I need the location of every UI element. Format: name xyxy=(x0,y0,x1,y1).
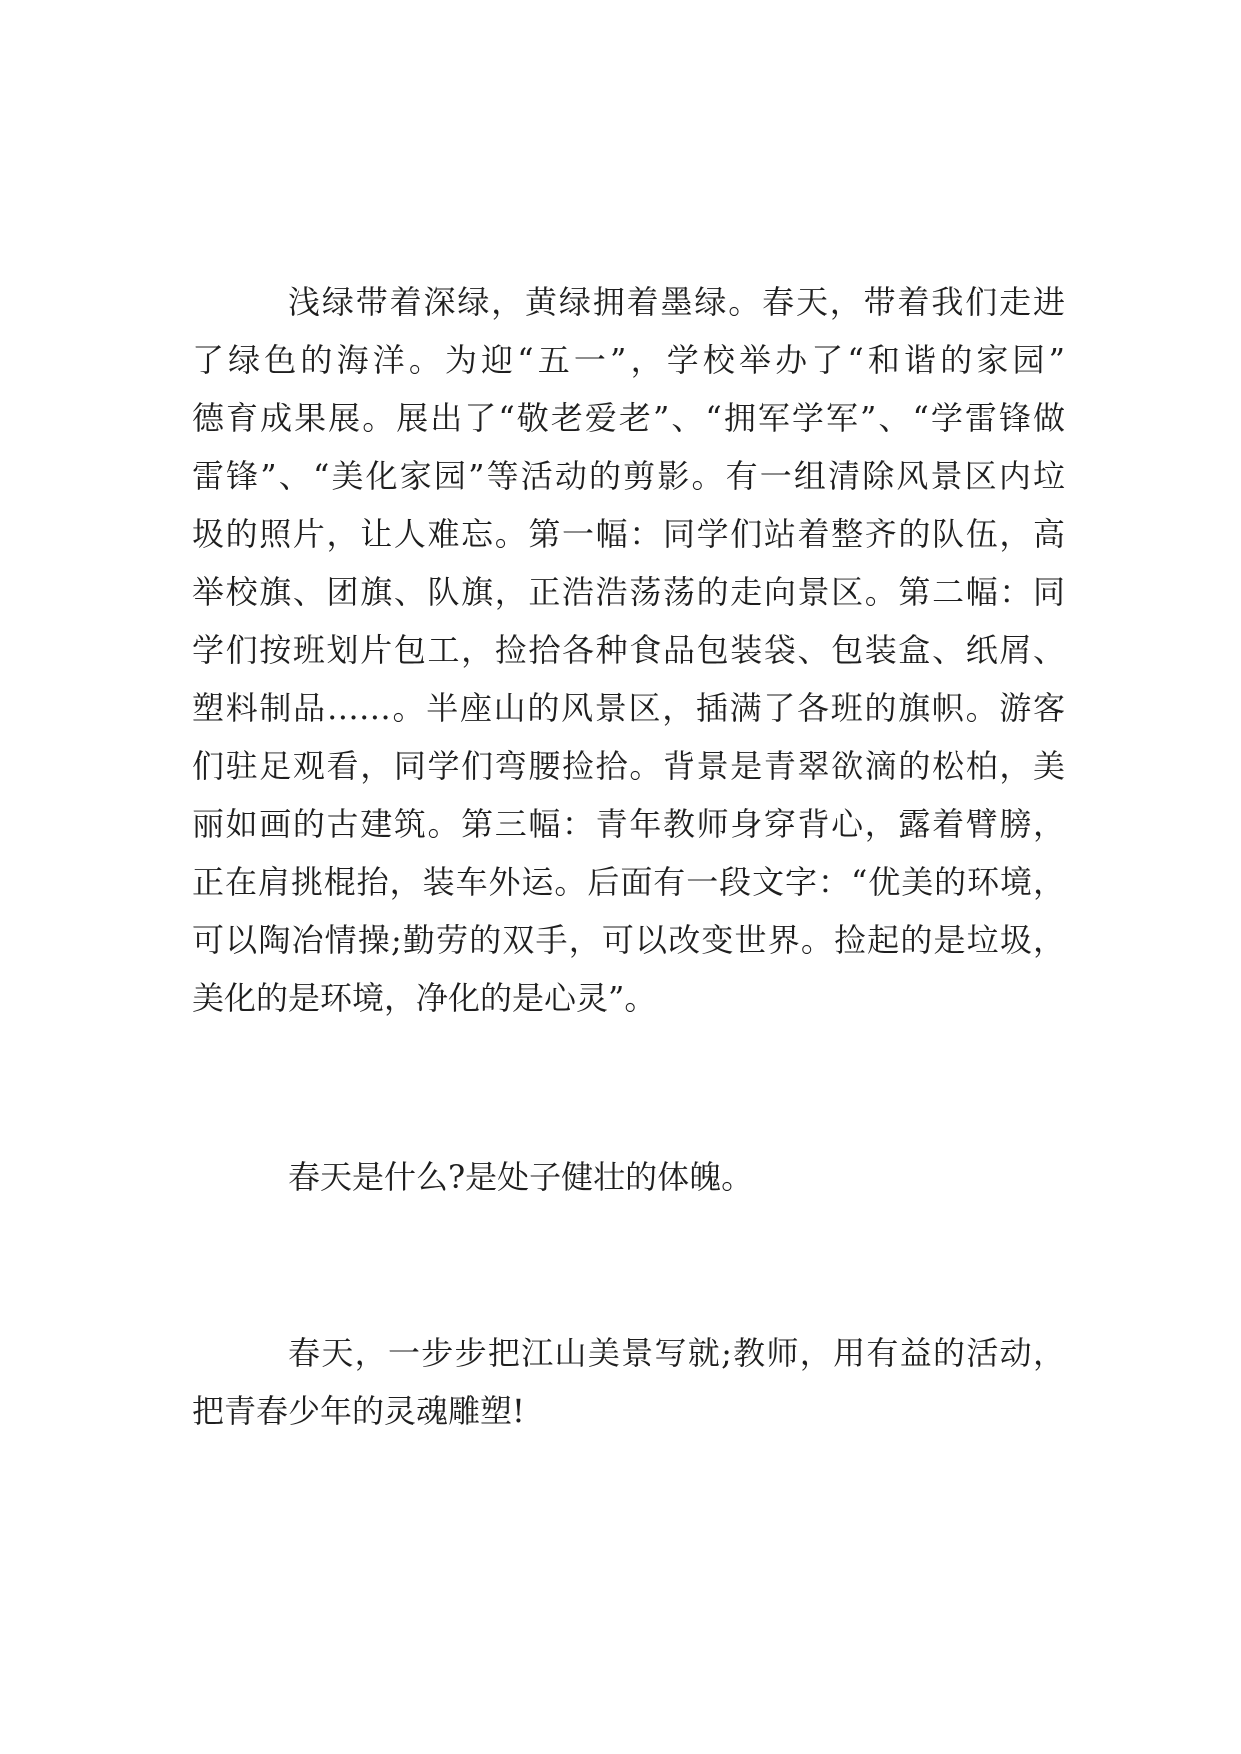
text-line: 正在肩挑棍抬，装车外运。后面有一段文字：“优美的环境， xyxy=(192,863,1065,901)
text-line: 学们按班划片包工，捡拾各种食品包装袋、包装盒、纸屑、 xyxy=(192,631,1065,669)
paragraph-exhibition xyxy=(192,273,1065,1027)
text-line: 塑料制品……。半座山的风景区，插满了各班的旗帜。游客 xyxy=(192,689,1065,727)
text-line: 了绿色的海洋。为迎“五一”，学校举办了“和谐的家园” xyxy=(192,341,1065,379)
text-line: 把青春少年的灵魂雕塑! xyxy=(192,1392,525,1430)
text-line: 雷锋”、“美化家园”等活动的剪影。有一组清除风景区内垃 xyxy=(192,457,1065,495)
paragraph-spring-question xyxy=(192,1148,1065,1206)
text-line: 德育成果展。展出了“敬老爱老”、“拥军学军”、“学雷锋做 xyxy=(192,399,1065,437)
paragraph-closing xyxy=(192,1324,1065,1440)
text-line: 春天是什么?是处子健壮的体魄。 xyxy=(288,1158,754,1196)
text-line: 美化的是环境，净化的是心灵”。 xyxy=(192,979,657,1017)
text-line: 圾的照片，让人难忘。第一幅：同学们站着整齐的队伍，高 xyxy=(192,515,1065,553)
text-line: 浅绿带着深绿，黄绿拥着墨绿。春天，带着我们走进 xyxy=(288,283,1065,321)
text-line: 春天，一步步把江山美景写就;教师，用有益的活动， xyxy=(288,1334,1065,1372)
text-line: 们驻足观看，同学们弯腰捡拾。背景是青翠欲滴的松柏，美 xyxy=(192,747,1065,785)
text-line: 可以陶冶情操;勤劳的双手，可以改变世界。捡起的是垃圾， xyxy=(192,921,1065,959)
text-line: 举校旗、团旗、队旗，正浩浩荡荡的走向景区。第二幅：同 xyxy=(192,573,1065,611)
text-line: 丽如画的古建筑。第三幅：青年教师身穿背心，露着臂膀， xyxy=(192,805,1065,843)
